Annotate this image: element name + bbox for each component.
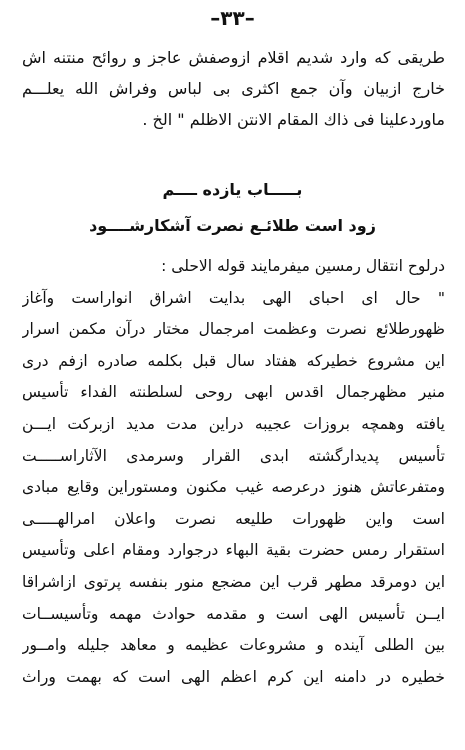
text-line: ظهورطلائع نصرت وعظمت امرجمال مختار درآن مکمن اسرار xyxy=(22,320,445,339)
text-line: استقرار رمس حضرت بقیة البهاء درجوارد ومقام اعلی وتأسیس xyxy=(22,541,445,560)
chapter-subtitle: زود است طلائـع نصرت آشکارشــــود xyxy=(89,216,376,235)
text-line: خارج ازبیان وآن جمع اکثری بی لباس وفراش الله یعلـــم xyxy=(22,79,445,98)
text-line: این دومرقد مطهر قرب این مضجع منور بنفسه پرتوی ازاشراقا xyxy=(22,572,445,591)
text-line: بین الطلی آینده و مشروعات عظیمه و معاهد جلیله وامــور xyxy=(22,636,445,655)
text-line: منیر مظهرجمال اقدس ابهی روحی لسلطنته الفداء تأسیس xyxy=(22,383,445,402)
text-line: طریقی که وارد شدیم اقلام ازوصفش عاجز و روائح منتنه اش xyxy=(22,48,445,67)
chapter-title: بـــــاب یازده ــــم xyxy=(162,180,303,199)
intro-paragraph xyxy=(22,42,445,135)
body-paragraph xyxy=(22,251,445,693)
text-line: " حال ای احبای الهی بدایت اشراق انواراست وآغاز xyxy=(22,288,445,307)
text-line: ومتفرعاتش هنوز درعرصه غیب مکنون ومستوراین وقایع مبادی xyxy=(22,478,445,497)
text-line: این مشروع خطیرکه هفتاد سال قبل بکلمه صادره ازفم دری xyxy=(22,351,445,370)
text-line: ایــن تأسیس الهی است و مقدمه حوادث مهمه وتأسیســات xyxy=(22,604,445,623)
text-line: ماوردعلینا فی ذاك المقام الانتن الاظلم " الخ . xyxy=(142,110,445,129)
text-line: است واین ظهورات طلیعه نصرت واعلان امرالهـــــی xyxy=(22,509,445,528)
page-number: –٣٣– xyxy=(210,6,255,30)
text-line: یافته وهمچه بروزات عجیبه دراین مدت مدید ازبرکت ایـــن xyxy=(22,414,445,433)
text-line: درلوح انتقال رمسین میفرمایند قوله الاحلی : xyxy=(161,257,445,275)
text-line: تأسیس پدیدارگشته ابدی القرار وسرمدی الآثاراســـــت xyxy=(22,446,445,465)
text-line: خطیره در دامنه این کرم اعظم الهی است که بهمت وراث xyxy=(22,667,445,686)
